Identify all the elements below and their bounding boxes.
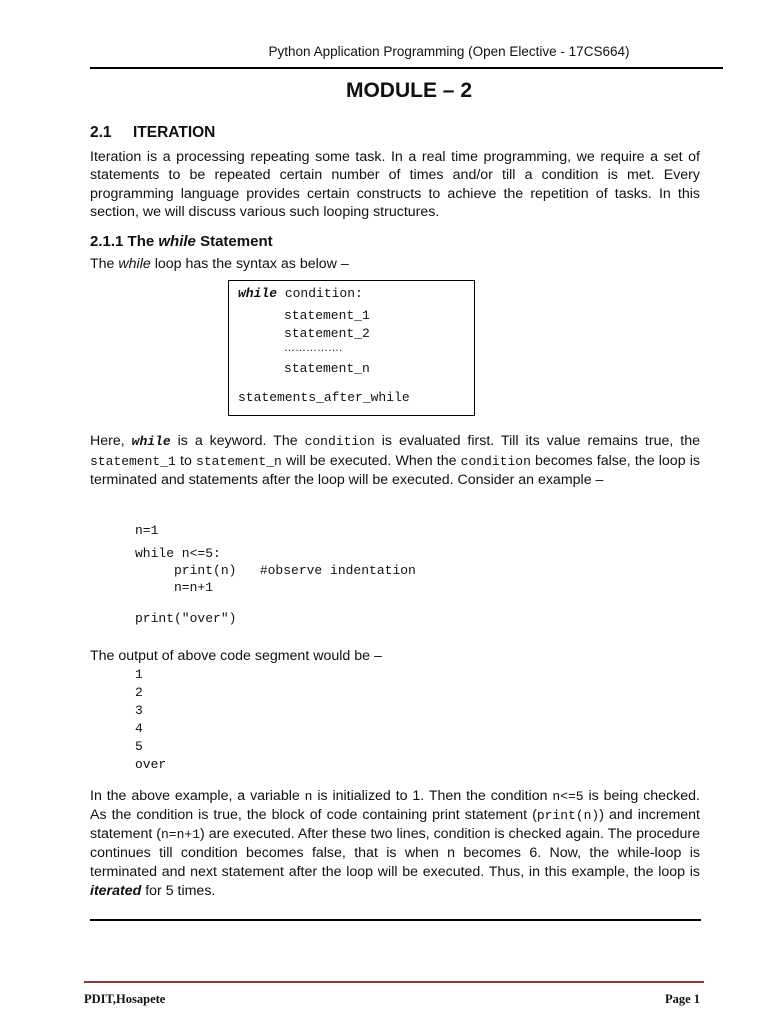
example-code-line-2: while n<=5: <box>135 546 221 561</box>
subsection-heading <box>90 233 273 250</box>
subsection-number: 2.1.1 <box>90 233 124 250</box>
text-span: becomes false, the loop is terminated and statements after the loop will be executed. Consider an example – <box>90 452 700 488</box>
example-code-line-4: n=n+1 <box>135 580 214 595</box>
syntax-box <box>228 280 475 416</box>
syntax-statement-2: statement_2 <box>284 326 370 341</box>
content-end-rule <box>90 919 701 921</box>
inline-keyword: while <box>131 434 171 449</box>
output-line: 1 <box>135 667 143 682</box>
intro-paragraph: Iteration is a processing repeating some task. In a real time programming, we require a set of statements to be repeated certain number of times and/or till a condition is met. Every programming language provides certain constructs to achieve the repetition of tasks. In this section, we will discuss various such looping structures. <box>90 149 700 220</box>
syntax-after-while: statements_after_while <box>238 390 410 405</box>
footer-institution: PDIT,Hosapete <box>84 992 166 1006</box>
syntax-statement-n: statement_n <box>284 361 370 376</box>
text-span: is evaluated first. Till its value remains true, the <box>374 433 700 449</box>
module-title: MODULE – 2 <box>345 79 473 102</box>
example-code-line-5: print("over") <box>135 611 237 626</box>
text-span: is initialized to 1. Then the condition <box>312 788 553 804</box>
text-span: to <box>175 452 197 469</box>
inline-code: n <box>304 789 313 804</box>
text-span: ) are executed. After these two lines, condition is checked again. The procedure continues till condition becomes false, that is when n becomes 6. Now, the while-loop is terminated and next statement after the loop will be executed. Thus, in this example, the loop is <box>90 826 701 880</box>
inline-code: n=n+1 <box>161 827 201 842</box>
syntax-statement-1: statement_1 <box>284 308 370 323</box>
output-line: 4 <box>135 721 143 736</box>
explanation-paragraph-1 <box>90 432 700 491</box>
running-header: Python Application Programming (Open Elective - 17CS664) <box>268 44 630 59</box>
section-heading <box>90 124 215 142</box>
example-code-line-3: print(n) #observe indentation <box>135 563 416 578</box>
section-title: ITERATION <box>133 124 216 141</box>
inline-code: condition <box>460 453 531 469</box>
subsection-the: The <box>127 233 155 250</box>
text-span: will be executed. When the <box>281 452 461 469</box>
inline-code: statement_1 <box>90 453 176 469</box>
page-number: Page 1 <box>665 992 701 1006</box>
inline-code: print(n) <box>536 808 600 823</box>
text-span: is being checked. As the condition is true, the block of code containing print statement ( <box>90 788 700 823</box>
syntax-intro-keyword: while <box>118 256 151 272</box>
output-line: 2 <box>135 685 143 700</box>
inline-code: condition <box>304 434 375 449</box>
syntax-intro-rest: loop has the syntax as below – <box>154 256 349 272</box>
header-rule <box>90 67 723 69</box>
output-line: 5 <box>135 739 143 754</box>
emphasis-iterated: iterated <box>90 883 142 899</box>
output-line: 3 <box>135 703 143 718</box>
text-span: for 5 times. <box>141 883 216 899</box>
example-code-line-1: n=1 <box>135 523 159 538</box>
footer-rule <box>84 981 704 983</box>
text-span: is a keyword. The <box>170 433 305 449</box>
explanation-paragraph-2 <box>90 787 700 901</box>
syntax-keyword: while <box>238 286 278 301</box>
subsection-keyword: while <box>158 233 196 250</box>
output-intro: The output of above code segment would be – <box>90 648 382 664</box>
section-number: 2.1 <box>90 124 112 141</box>
syntax-intro <box>90 255 700 273</box>
syntax-ellipsis: ……………. <box>284 342 343 354</box>
text-span: Here, <box>90 433 132 449</box>
syntax-condition: condition: <box>277 286 363 301</box>
subsection-statement: Statement <box>200 233 273 250</box>
text-span: ) and increment statement ( <box>90 807 700 842</box>
syntax-while-line <box>238 286 363 301</box>
inline-code: n<=5 <box>552 789 584 804</box>
inline-code: statement_n <box>196 453 282 469</box>
text-span: In the above example, a variable <box>90 788 305 804</box>
syntax-intro-the: The <box>90 256 115 272</box>
output-line: over <box>135 757 167 772</box>
